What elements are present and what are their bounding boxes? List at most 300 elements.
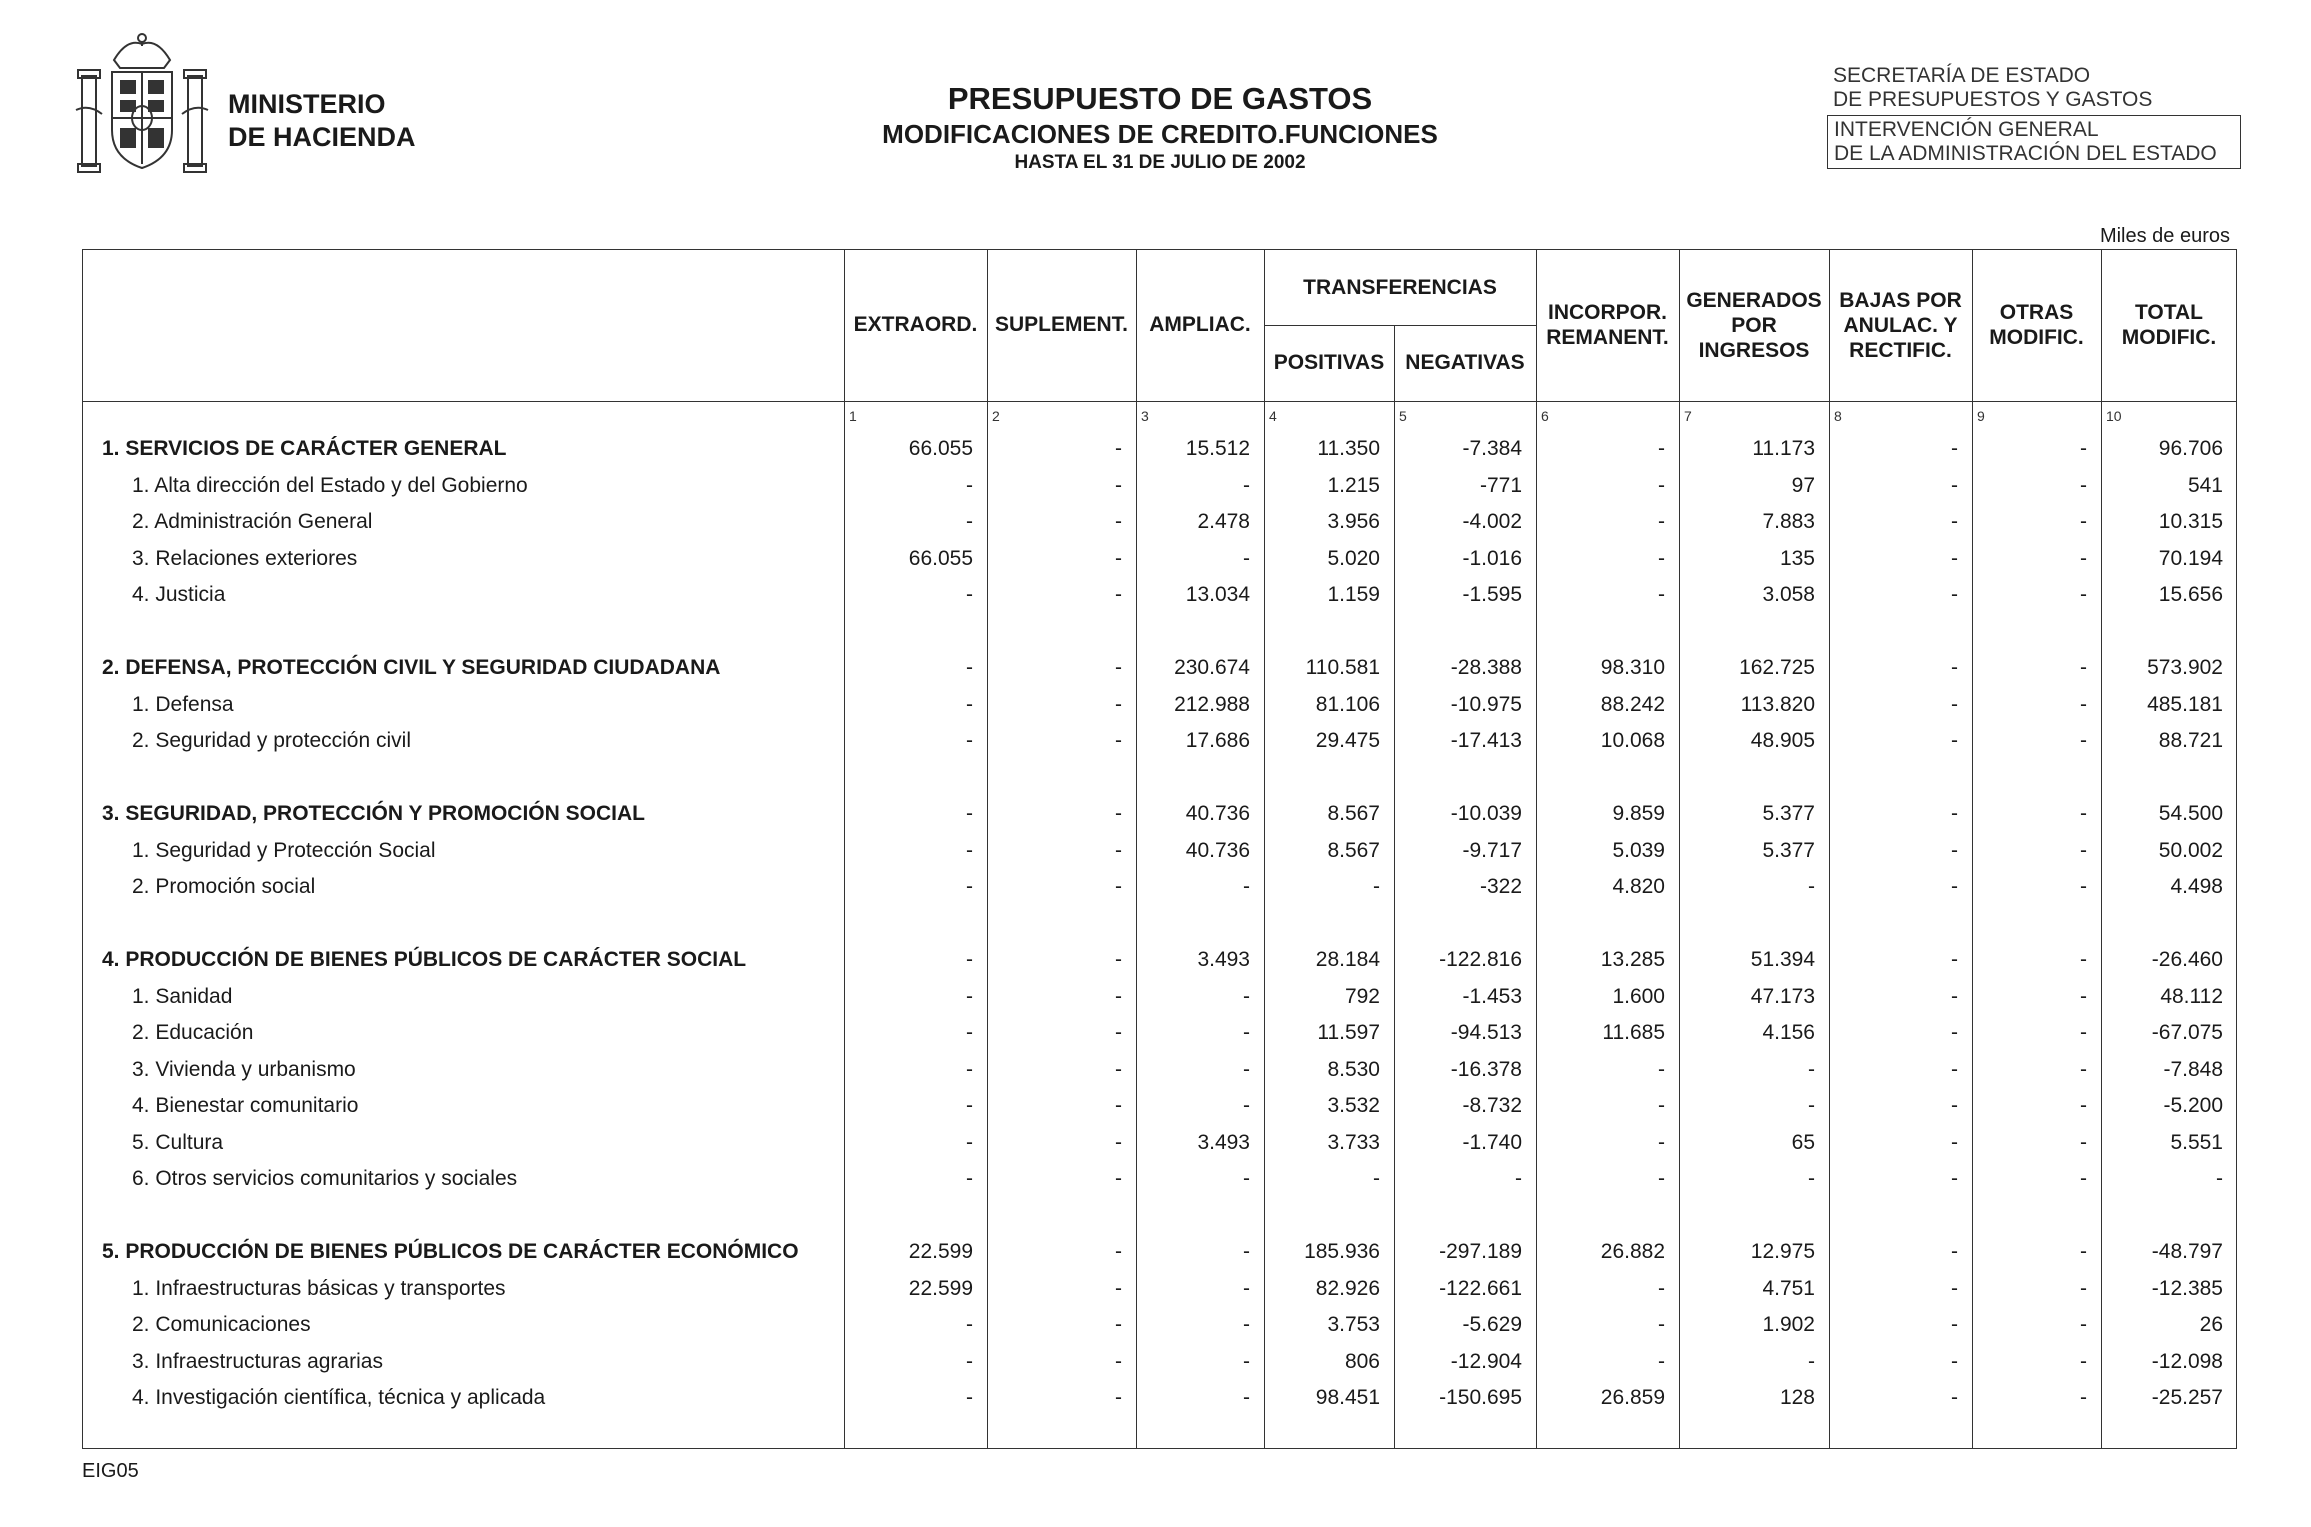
table-cell: - [966,583,973,606]
table-cell: - [966,802,973,825]
table-row [82,504,2237,540]
table-cell: 5.377 [1762,802,1815,825]
table-cell: 15.656 [2158,583,2223,606]
table-cell: - [1243,1094,1250,1117]
table-cell: - [1373,1167,1380,1190]
intervencion-box [1827,115,2241,169]
table-row [82,833,2237,869]
table-cell: - [966,473,973,497]
table-cell: - [2080,875,2087,898]
table-cell: 47.173 [1750,984,1815,1008]
table-cell: - [1115,656,1122,679]
table-cell: -7.384 [1462,437,1522,460]
table-cell: 15.512 [1185,437,1250,460]
table-cell: -12.385 [2151,1276,2223,1300]
table-cell: - [1115,984,1122,1008]
table-cell: - [1951,1167,1958,1190]
table-cell: - [966,1167,973,1190]
col-header-generados-2: POR [1731,314,1777,337]
table-cell: 806 [1344,1349,1380,1373]
table-cell: 11.350 [1317,437,1380,460]
table-row [82,1015,2237,1051]
table-cell: 5.551 [2170,1130,2223,1154]
table-cell: - [1115,1386,1122,1409]
table-cell: - [1808,1094,1815,1117]
interv-line2: DE LA ADMINISTRACIÓN DEL ESTADO [1834,142,2217,165]
table-cell: 212.988 [1174,692,1250,716]
table-cell: 88.242 [1600,692,1665,716]
row-label: 2. Promoción social [132,875,316,898]
col-header-generados-1: GENERADOS [1686,289,1822,312]
row-label: 1. Seguridad y Protección Social [132,838,436,862]
table-cell: 11.597 [1317,1021,1380,1044]
table-cell: 66.055 [908,546,973,570]
table-cell: - [1951,838,1958,862]
col-header-total-1: TOTAL [2134,301,2204,324]
sec-line1: SECRETARÍA DE ESTADO [1833,64,2091,87]
table-cell: - [1951,437,1958,460]
table-cell: 5.039 [1612,838,1665,862]
table-cell: - [1115,729,1122,752]
table-cell: - [2080,729,2087,752]
table-cell: - [1951,802,1958,825]
table-cell: - [966,656,973,679]
row-label: 4. Bienestar comunitario [132,1094,359,1117]
table-cell: - [1808,1167,1815,1190]
table-row [82,1161,2237,1197]
table-cell: - [966,838,973,862]
sec-line2: DE PRESUPUESTOS Y GASTOS [1833,88,2153,111]
row-label: 3. Infraestructuras agrarias [132,1349,383,1373]
col-number: 8 [1834,408,1842,424]
table-cell: -10.039 [1450,802,1522,825]
table-cell: -26.460 [2151,948,2223,971]
table-cell: 1.902 [1762,1313,1815,1336]
table-cell: 3.733 [1327,1130,1380,1154]
table-cell: -322 [1479,875,1522,898]
table-cell: - [1951,656,1958,679]
table-cell: 8.530 [1327,1057,1380,1081]
table-cell: -94.513 [1450,1021,1522,1044]
col-number: 9 [1977,408,1985,424]
row-label: 1. Infraestructuras básicas y transportes [132,1276,506,1300]
table-cell: 54.500 [2158,802,2223,825]
row-label: 5. Cultura [132,1130,224,1154]
table-cell: - [1115,948,1122,971]
table-row-group [82,942,2237,978]
table-cell: - [966,948,973,971]
interv-line1: INTERVENCIÓN GENERAL [1834,118,2099,141]
col-number: 1 [849,408,857,424]
table-cell: 3.956 [1327,510,1380,533]
table-cell: - [966,1349,973,1373]
table-cell: - [1243,875,1250,898]
table-cell: - [1951,692,1958,716]
table-cell: - [1951,1313,1958,1336]
table-cell: - [2080,1276,2087,1300]
table-cell: - [1243,1021,1250,1044]
table-cell: -48.797 [2151,1240,2223,1263]
table-cell: - [2080,838,2087,862]
table-cell: - [1658,1094,1665,1117]
table-cell: - [1658,1167,1665,1190]
col-header-bajas [1829,288,1972,363]
table-cell: 11.173 [1752,437,1815,460]
table-cell: - [2080,510,2087,533]
table-row [82,979,2237,1015]
table-cell: - [1115,1240,1122,1263]
col-header-suplement: SUPLEMENT. [994,313,1128,336]
table-cell: - [2216,1167,2223,1190]
table-cell: - [1243,1349,1250,1373]
table-cell: - [1115,1057,1122,1081]
table-row [82,468,2237,504]
title-date: HASTA EL 31 DE JULIO DE 2002 [1014,152,1306,173]
table-cell: 28.184 [1315,948,1380,971]
table-cell: - [2080,546,2087,570]
table-cell: - [1115,1094,1122,1117]
table-cell: 17.686 [1185,729,1250,752]
col-header-ampliac: AMPLIAC. [1149,313,1251,336]
table-cell: - [1373,875,1380,898]
table-row [82,1307,2237,1343]
table-cell: - [966,692,973,716]
table-cell: 5.377 [1762,838,1815,862]
col-header-otras-2: MODIFIC. [1989,326,2084,349]
table-cell: - [1115,692,1122,716]
table-cell: 13.034 [1185,583,1250,606]
table-cell: -17.413 [1450,729,1522,752]
col-number: 3 [1141,408,1149,424]
table-cell: - [1243,1057,1250,1081]
row-label: 2. Seguridad y protección civil [132,729,411,752]
table-cell: -297.189 [1439,1240,1522,1263]
table-cell: 65 [1791,1130,1815,1154]
title-main: PRESUPUESTO DE GASTOS [947,81,1373,116]
table-cell: 3.493 [1197,948,1250,971]
table-cell: - [1243,1276,1250,1300]
table-cell: 541 [2187,473,2223,497]
table-cell: - [966,875,973,898]
table-cell: - [1808,1349,1815,1373]
table-cell: - [1808,1057,1815,1081]
table-cell: 40.736 [1185,838,1250,862]
units-label: Miles de euros [2099,225,2230,247]
row-label: 1. Sanidad [132,984,233,1008]
table-cell: 3.753 [1327,1313,1380,1336]
table-cell: 97 [1791,473,1815,497]
row-label: 2. DEFENSA, PROTECCIÓN CIVIL Y SEGURIDAD CIUDADANA [102,656,721,679]
title-sub: MODIFICACIONES DE CREDITO.FUNCIONES [882,119,1438,149]
table-cell: -1.595 [1462,583,1522,606]
table-cell: 13.285 [1600,948,1665,971]
ministry-line1: MINISTERIO [228,89,386,119]
table-cell: -1.016 [1462,546,1522,570]
table-cell: -9.717 [1462,838,1522,862]
table-cell: - [2080,1349,2087,1373]
table-cell: - [1115,546,1122,570]
col-header-incorpor-2: REMANENT. [1546,326,1669,349]
table-cell: 50.002 [2158,838,2223,862]
table-row-group [82,1234,2237,1270]
row-label: 3. Vivienda y urbanismo [132,1057,356,1081]
table-cell: - [1951,1349,1958,1373]
col-header-incorpor [1536,300,1679,350]
table-cell: - [1115,875,1122,898]
table-cell: - [2080,1057,2087,1081]
row-label: 3. SEGURIDAD, PROTECCIÓN Y PROMOCIÓN SOCIAL [102,802,645,825]
col-number: 2 [992,408,1000,424]
col-header-negativas: NEGATIVAS [1405,351,1525,374]
table-cell: 230.674 [1174,656,1250,679]
table-cell: -122.816 [1439,948,1522,971]
table-cell: - [2080,1313,2087,1336]
table-cell: 128 [1779,1386,1815,1409]
table-row [82,1344,2237,1380]
table-row-group [82,650,2237,686]
table-cell: - [1115,802,1122,825]
ministry-name [228,88,416,154]
table-cell: -1.453 [1462,984,1522,1008]
table-cell: 11.685 [1602,1021,1665,1044]
table-cell: - [966,1313,973,1336]
table-cell: -4.002 [1462,510,1522,533]
ministry-line2: DE HACIENDA [228,122,416,152]
report-title [760,80,1560,176]
table-cell: - [2080,1386,2087,1409]
table-row [82,687,2237,723]
table-cell: -150.695 [1439,1386,1522,1409]
table-cell: - [2080,1094,2087,1117]
table-cell: - [2080,1167,2087,1190]
col-header-bajas-1: BAJAS POR [1839,289,1962,312]
table-cell: 26 [2199,1313,2223,1336]
table-cell: 4.498 [2170,875,2223,898]
table-cell: - [2080,437,2087,460]
table-cell: - [1115,1313,1122,1336]
col-header-total-2: MODIFIC. [2121,326,2217,349]
table-cell: - [1515,1167,1522,1190]
table-cell: - [966,1021,973,1044]
table-cell: 96.706 [2158,437,2223,460]
col-header-generados [1679,288,1829,363]
table-cell: 2.478 [1197,510,1250,533]
row-label: 4. Investigación científica, técnica y aplicada [132,1386,546,1409]
table-cell: - [2080,692,2087,716]
table-cell: - [966,1130,973,1154]
table-cell: 485.181 [2147,692,2223,716]
table-cell: - [1243,473,1250,497]
table-cell: -122.661 [1439,1276,1522,1300]
table-cell: - [1243,1167,1250,1190]
table-cell: 26.859 [1600,1386,1665,1409]
table-cell: 110.581 [1305,656,1380,679]
table-cell: - [966,1386,973,1409]
table-cell: 88.721 [2158,729,2223,752]
table-row [82,1125,2237,1161]
table-cell: - [1115,437,1122,460]
table-cell: -12.098 [2151,1349,2223,1373]
transfer-divider [1264,325,1536,326]
table-cell: 3.058 [1762,583,1815,606]
table-row [82,1052,2237,1088]
table-cell: - [1243,984,1250,1008]
col-header-total [2101,300,2237,350]
row-label: 1. Alta dirección del Estado y del Gobierno [132,473,528,497]
table-cell: -10.975 [1450,692,1522,716]
coat-of-arms-icon [72,30,212,185]
table-cell: -7.848 [2163,1057,2223,1081]
row-label: 2. Educación [132,1021,254,1044]
table-cell: - [2080,1240,2087,1263]
col-header-otras [1972,300,2101,350]
table-cell: - [1115,838,1122,862]
table-cell: - [2080,1130,2087,1154]
row-label: 3. Relaciones exteriores [132,546,358,570]
row-label: 1. Defensa [132,692,234,716]
col-number: 4 [1269,408,1277,424]
table-cell: - [966,729,973,752]
table-cell: - [1115,1349,1122,1373]
table-cell: - [1951,1386,1958,1409]
table-cell: 51.394 [1750,948,1815,971]
table-cell: 98.310 [1600,656,1665,679]
table-cell: -8.732 [1462,1094,1522,1117]
table-cell: - [1658,583,1665,606]
table-cell: 98.451 [1315,1386,1380,1409]
table-cell: - [966,984,973,1008]
table-row [82,541,2237,577]
table-cell: -16.378 [1450,1057,1522,1081]
col-header-bajas-2: ANULAC. Y [1843,314,1958,337]
table-cell: - [1115,1130,1122,1154]
table-cell: - [1658,1057,1665,1081]
row-label: 6. Otros servicios comunitarios y sociales [132,1167,518,1190]
table-cell: 70.194 [2158,546,2223,570]
table-cell: - [1658,473,1665,497]
table-row-group [82,796,2237,832]
table-cell: -25.257 [2151,1386,2223,1409]
table-cell: - [1951,1057,1958,1081]
table-cell: - [1951,1276,1958,1300]
table-cell: 82.926 [1315,1276,1380,1300]
table-cell: - [1951,1130,1958,1154]
secretaria-label [1833,64,2152,112]
table-cell: -771 [1479,473,1522,497]
table-cell: - [1658,1130,1665,1154]
table-cell: - [2080,656,2087,679]
table-cell: - [1115,583,1122,606]
table-cell: - [2080,1021,2087,1044]
table-cell: - [1658,546,1665,570]
col-header-transferencias: TRANSFERENCIAS [1303,276,1497,299]
table-cell: 40.736 [1185,802,1250,825]
document-code: EIG05 [82,1460,139,1482]
row-label: 2. Comunicaciones [132,1313,311,1336]
table-cell: 8.567 [1327,802,1380,825]
table-cell: - [1951,984,1958,1008]
table-cell: 22.599 [908,1276,973,1300]
col-header-bajas-3: RECTIFIC. [1849,339,1952,362]
table-cell: 10.068 [1600,729,1665,752]
table-cell: - [2080,583,2087,606]
col-number: 5 [1399,408,1407,424]
table-row [82,1271,2237,1307]
table-cell: - [1951,583,1958,606]
table-cell: 135 [1779,546,1815,570]
table-row [82,723,2237,759]
table-cell: - [2080,984,2087,1008]
table-cell: -28.388 [1450,656,1522,679]
table-row [82,577,2237,613]
table-cell: - [1951,473,1958,497]
row-label: 1. SERVICIOS DE CARÁCTER GENERAL [102,437,507,460]
table-cell: 8.567 [1327,838,1380,862]
table-cell: 573.902 [2147,656,2223,679]
table-cell: 4.820 [1612,875,1665,898]
table-cell: - [966,1057,973,1081]
table-cell: - [1243,546,1250,570]
table-cell: -12.904 [1450,1349,1522,1373]
table-cell: - [966,510,973,533]
table-cell: 1.600 [1612,984,1665,1008]
col-header-incorpor-1: INCORPOR. [1547,301,1667,324]
col-header-positivas: POSITIVAS [1273,351,1385,374]
table-cell: - [1658,1276,1665,1300]
table-cell: - [2080,948,2087,971]
table-cell: 81.106 [1315,692,1380,716]
table-cell: 162.725 [1739,656,1815,679]
table-cell: 5.020 [1327,546,1380,570]
table-cell: - [1951,729,1958,752]
table-cell: 10.315 [2158,510,2223,533]
table-row [82,1380,2237,1416]
table-cell: 66.055 [908,437,973,460]
table-cell: -5.629 [1462,1313,1522,1336]
table-cell: - [1951,1021,1958,1044]
table-cell: - [1951,510,1958,533]
table-cell: - [2080,802,2087,825]
table-cell: 48.112 [2160,984,2223,1008]
table-cell: -67.075 [2151,1021,2223,1044]
col-header-generados-3: INGRESOS [1698,339,1810,362]
table-cell: 1.215 [1327,473,1380,497]
table-cell: - [1243,1240,1250,1263]
table-cell: - [1808,875,1815,898]
table-cell: 1.159 [1327,583,1380,606]
col-number: 10 [2106,408,2122,424]
table-cell: 4.751 [1762,1276,1815,1300]
table-cell: -5.200 [2163,1094,2223,1117]
table-cell: - [1243,1386,1250,1409]
table-cell: 792 [1344,984,1380,1008]
table-cell: - [1951,1240,1958,1263]
col-header-otras-1: OTRAS [1999,301,2074,324]
table-cell: 26.882 [1600,1240,1665,1263]
table-cell: 48.905 [1750,729,1815,752]
table-cell: - [1115,473,1122,497]
table-cell: 9.859 [1612,802,1665,825]
col-header-extraord: EXTRAORD. [853,313,978,336]
table-cell: 185.936 [1304,1240,1380,1263]
row-label: 5. PRODUCCIÓN DE BIENES PÚBLICOS DE CARÁCTER ECONÓMICO [102,1240,799,1263]
table-cell: 22.599 [908,1240,973,1263]
table-cell: - [1951,875,1958,898]
table-cell: 12.975 [1750,1240,1815,1263]
table-cell: - [1951,948,1958,971]
table-cell: 3.493 [1197,1130,1250,1154]
table-cell: - [1658,437,1665,460]
